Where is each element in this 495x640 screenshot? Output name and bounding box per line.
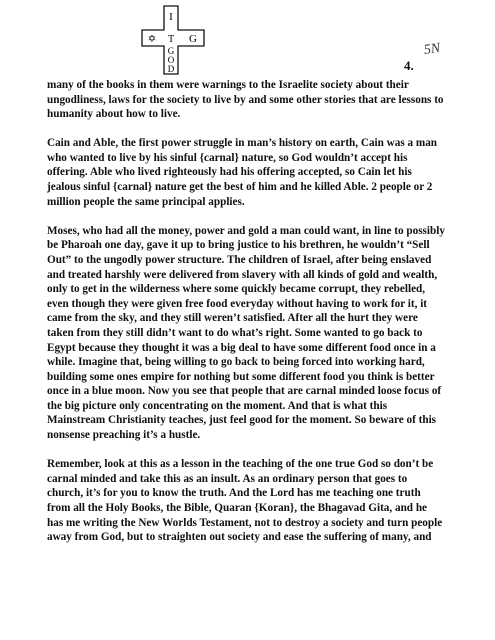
body-text (47, 78, 445, 559)
handwritten-page-mark: 5N (422, 40, 442, 59)
cross-letter-top: I (169, 11, 173, 23)
cross-letter-middle: T (167, 34, 175, 45)
star-of-david-icon: ✡ (147, 34, 157, 45)
cross-letter-o: O (167, 55, 175, 65)
paragraph-3: Moses, who had all the money, power and gold a man could want, in line to possibly be Pharoah one day, gave it up to bring justice to his brethren, he wouldn’t “Sell Out” to the ungodly power structure. The children of Israel, after being enslaved and treated harshly were delivered from slavery with all kinds of gold and wealth, only to get in the wilderness where some quickly became corrupt, they rebelled, even though they were given free food everyday without having to work for it, it came from the sky, and they still weren’t satisfied. After all the hurt they were taken from they still didn’t want to do what’s right. Some wanted to go back to Egypt because they thought it was a big deal to have some different food once in a while. Imagine that, being willing to go back to being forced into working hard, building some ones empire for nothing but some different food you think is better once in a blue moon. Now you see that people that are carnal minded loose focus of the big picture only concentrating on the moment. And that is what this Mainstream Christianity teaches, just feel good for the moment. So beware of this nonsense preaching it’s a hustle. (47, 224, 445, 442)
paragraph-4: Remember, look at this as a lesson in the teaching of the one true God so don’t be carnal minded and take this as an insult. As an ordinary person that goes to church, it’s for you to know the truth. And the Lord has me teaching one truth from all the Holy Books, the Bible, Quaran {Koran}, the Bhagavad Gita, and he has me writing the New Worlds Testament, not to destroy a society and turn people away from God, but to straighten out society and ease the suffering of many, and (47, 458, 443, 544)
paragraph-1: many of the books in them were warnings to the Israelite society about their ungodliness, laws for the society to live by and some other stories that are lessons to humanity about how to live. (47, 79, 444, 121)
cross-letter-right: G (189, 33, 197, 45)
page-number: 4. (404, 58, 414, 73)
cross-letter-d: D (167, 64, 175, 74)
cross-letter-g: G (167, 46, 175, 56)
paragraph-2: Cain and Able, the first power struggle in man’s history on earth, Cain was a man who wanted to live by his sinful {carnal} nature, so God wouldn’t accept his offering. Able who lived righteously had his offering accepted, so Cain let his jealous sinful {carnal} nature get the best of him and he killed Able. 2 people or 2 million people the same principal applies. (47, 137, 438, 208)
cross-icon (140, 4, 210, 76)
cross-emblem (140, 4, 210, 76)
